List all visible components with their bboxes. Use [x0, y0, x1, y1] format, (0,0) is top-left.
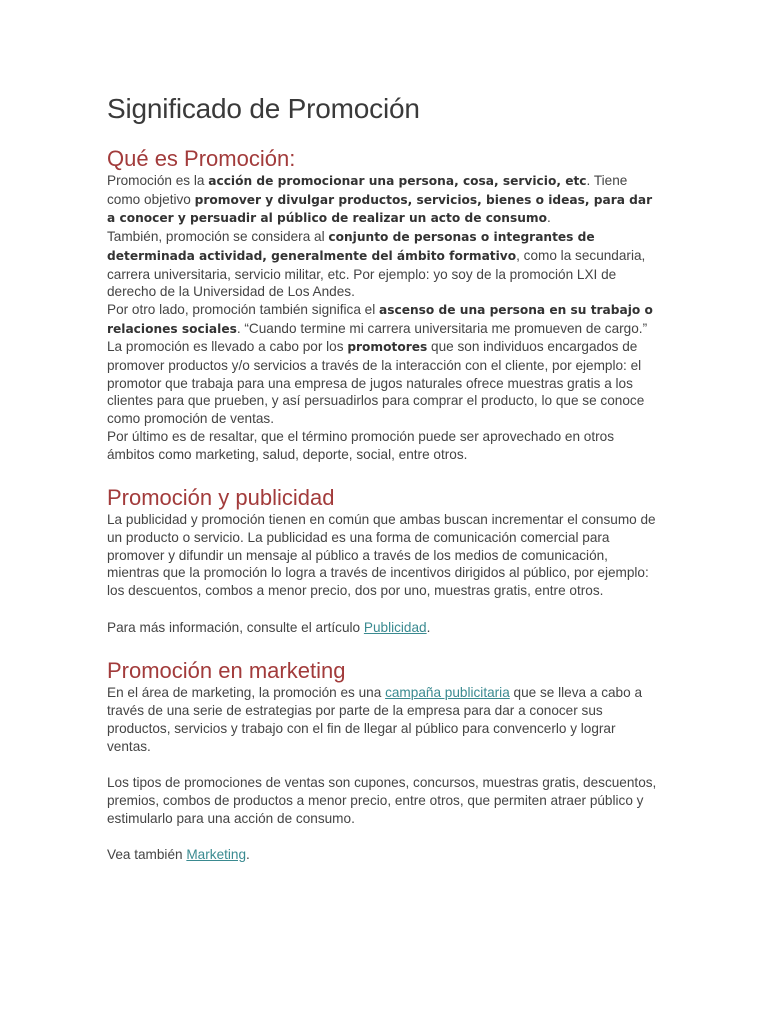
text-run: Por último es de resaltar, que el término promoción puede ser aprovechado en otros ámbitos como marketing, salud, deporte, social, entre otros. — [107, 428, 615, 462]
paragraph — [107, 172, 663, 228]
bold-text: promover y divulgar productos, servicios, bienes o ideas, para dar a conocer y persuadir al público de realizar un acto de consumo — [107, 192, 653, 226]
document-body — [107, 146, 663, 864]
paragraph-spacer — [107, 600, 663, 619]
text-run: Por otro lado, promoción también significa el — [107, 301, 380, 317]
paragraph-spacer — [107, 827, 663, 846]
text-run: La publicidad y promoción tienen en común que ambas buscan incrementar el consumo de un producto o servicio. La publicidad es una forma de comunicación comercial para promover y difundir un mensaje al público a través de los medios de comunicación, mientras que la promoción lo logra a través de incentivos dirigidos al público, por ejemplo: los descuentos, combos a menor precio, dos por uno, muestras gratis, entre otros. — [107, 512, 656, 599]
section-heading: Qué es Promoción: — [107, 146, 296, 171]
text-run: Los tipos de promociones de ventas son cupones, concursos, muestras gratis, descuentos, premios, combos de productos a menor precio, entre otros, que permiten atraer público y estimularlo para una acción de consumo. — [107, 775, 657, 826]
paragraph — [107, 428, 663, 463]
text-run: . — [246, 847, 250, 863]
text-run: También, promoción se considera al — [107, 229, 329, 245]
document-page — [107, 92, 663, 864]
paragraph — [107, 846, 663, 864]
paragraph — [107, 301, 663, 338]
section-spacer — [107, 636, 663, 658]
section-heading: Promoción y publicidad — [107, 485, 335, 511]
section-heading: Promoción en marketing — [107, 658, 346, 684]
page-title: Significado de Promoción — [107, 93, 420, 124]
text-run: . — [426, 619, 431, 635]
article-link[interactable]: campaña publicitaria — [385, 685, 510, 701]
bold-text: ascenso de una persona en su trabajo o relaciones sociales — [107, 302, 653, 336]
paragraph — [107, 511, 663, 600]
bold-text: acción de promocionar una persona, cosa, servicio, etc — [208, 174, 587, 188]
text-run: Promoción es la — [107, 173, 209, 188]
text-run: La promoción es llevado a cabo por los — [107, 339, 348, 355]
text-run: . “Cuando termine mi carrera universitaria me promueven de cargo.” — [236, 320, 648, 336]
paragraph — [107, 619, 663, 637]
article-link[interactable]: Marketing — [186, 847, 247, 863]
paragraph — [107, 228, 663, 301]
section-spacer — [107, 463, 663, 485]
text-run: Para más información, consulte el artículo — [107, 619, 364, 635]
paragraph — [107, 684, 663, 755]
paragraph — [107, 338, 663, 428]
text-run: que son individuos encargados de promover productos y/o servicios a través de la interacción con el cliente, por ejemplo: el promotor que trabaja para una empresa de jugos naturales ofrece muestras gratis a los clientes para que prueben, y así persuadirlos para comprar el producto, lo que se conoce como promoción de ventas. — [107, 339, 645, 427]
text-run: que se lleva a cabo a través de una serie de estrategias por parte de la empresa para dar a conocer sus productos, servicios y trabajo con el fin de llegar al público para convencerlo y lograr ventas. — [107, 685, 643, 754]
text-run: . — [546, 210, 551, 226]
text-run: En el área de marketing, la promoción es una — [107, 685, 386, 701]
text-run: . Tiene como objetivo — [107, 173, 628, 207]
text-run: Vea también — [107, 847, 187, 863]
text-run: , como la secundaria, carrera universitaria, servicio militar, etc. Por ejemplo: yo soy de la promoción LXI de derecho de la Universidad de Los Andes. — [107, 247, 646, 300]
paragraph — [107, 774, 663, 827]
bold-text: conjunto de personas o integrantes de determinada actividad, generalmente del ámbito formativo — [107, 230, 595, 263]
bold-text: promotores — [347, 340, 428, 355]
paragraph-spacer — [107, 755, 663, 774]
article-link[interactable]: Publicidad — [363, 619, 427, 635]
